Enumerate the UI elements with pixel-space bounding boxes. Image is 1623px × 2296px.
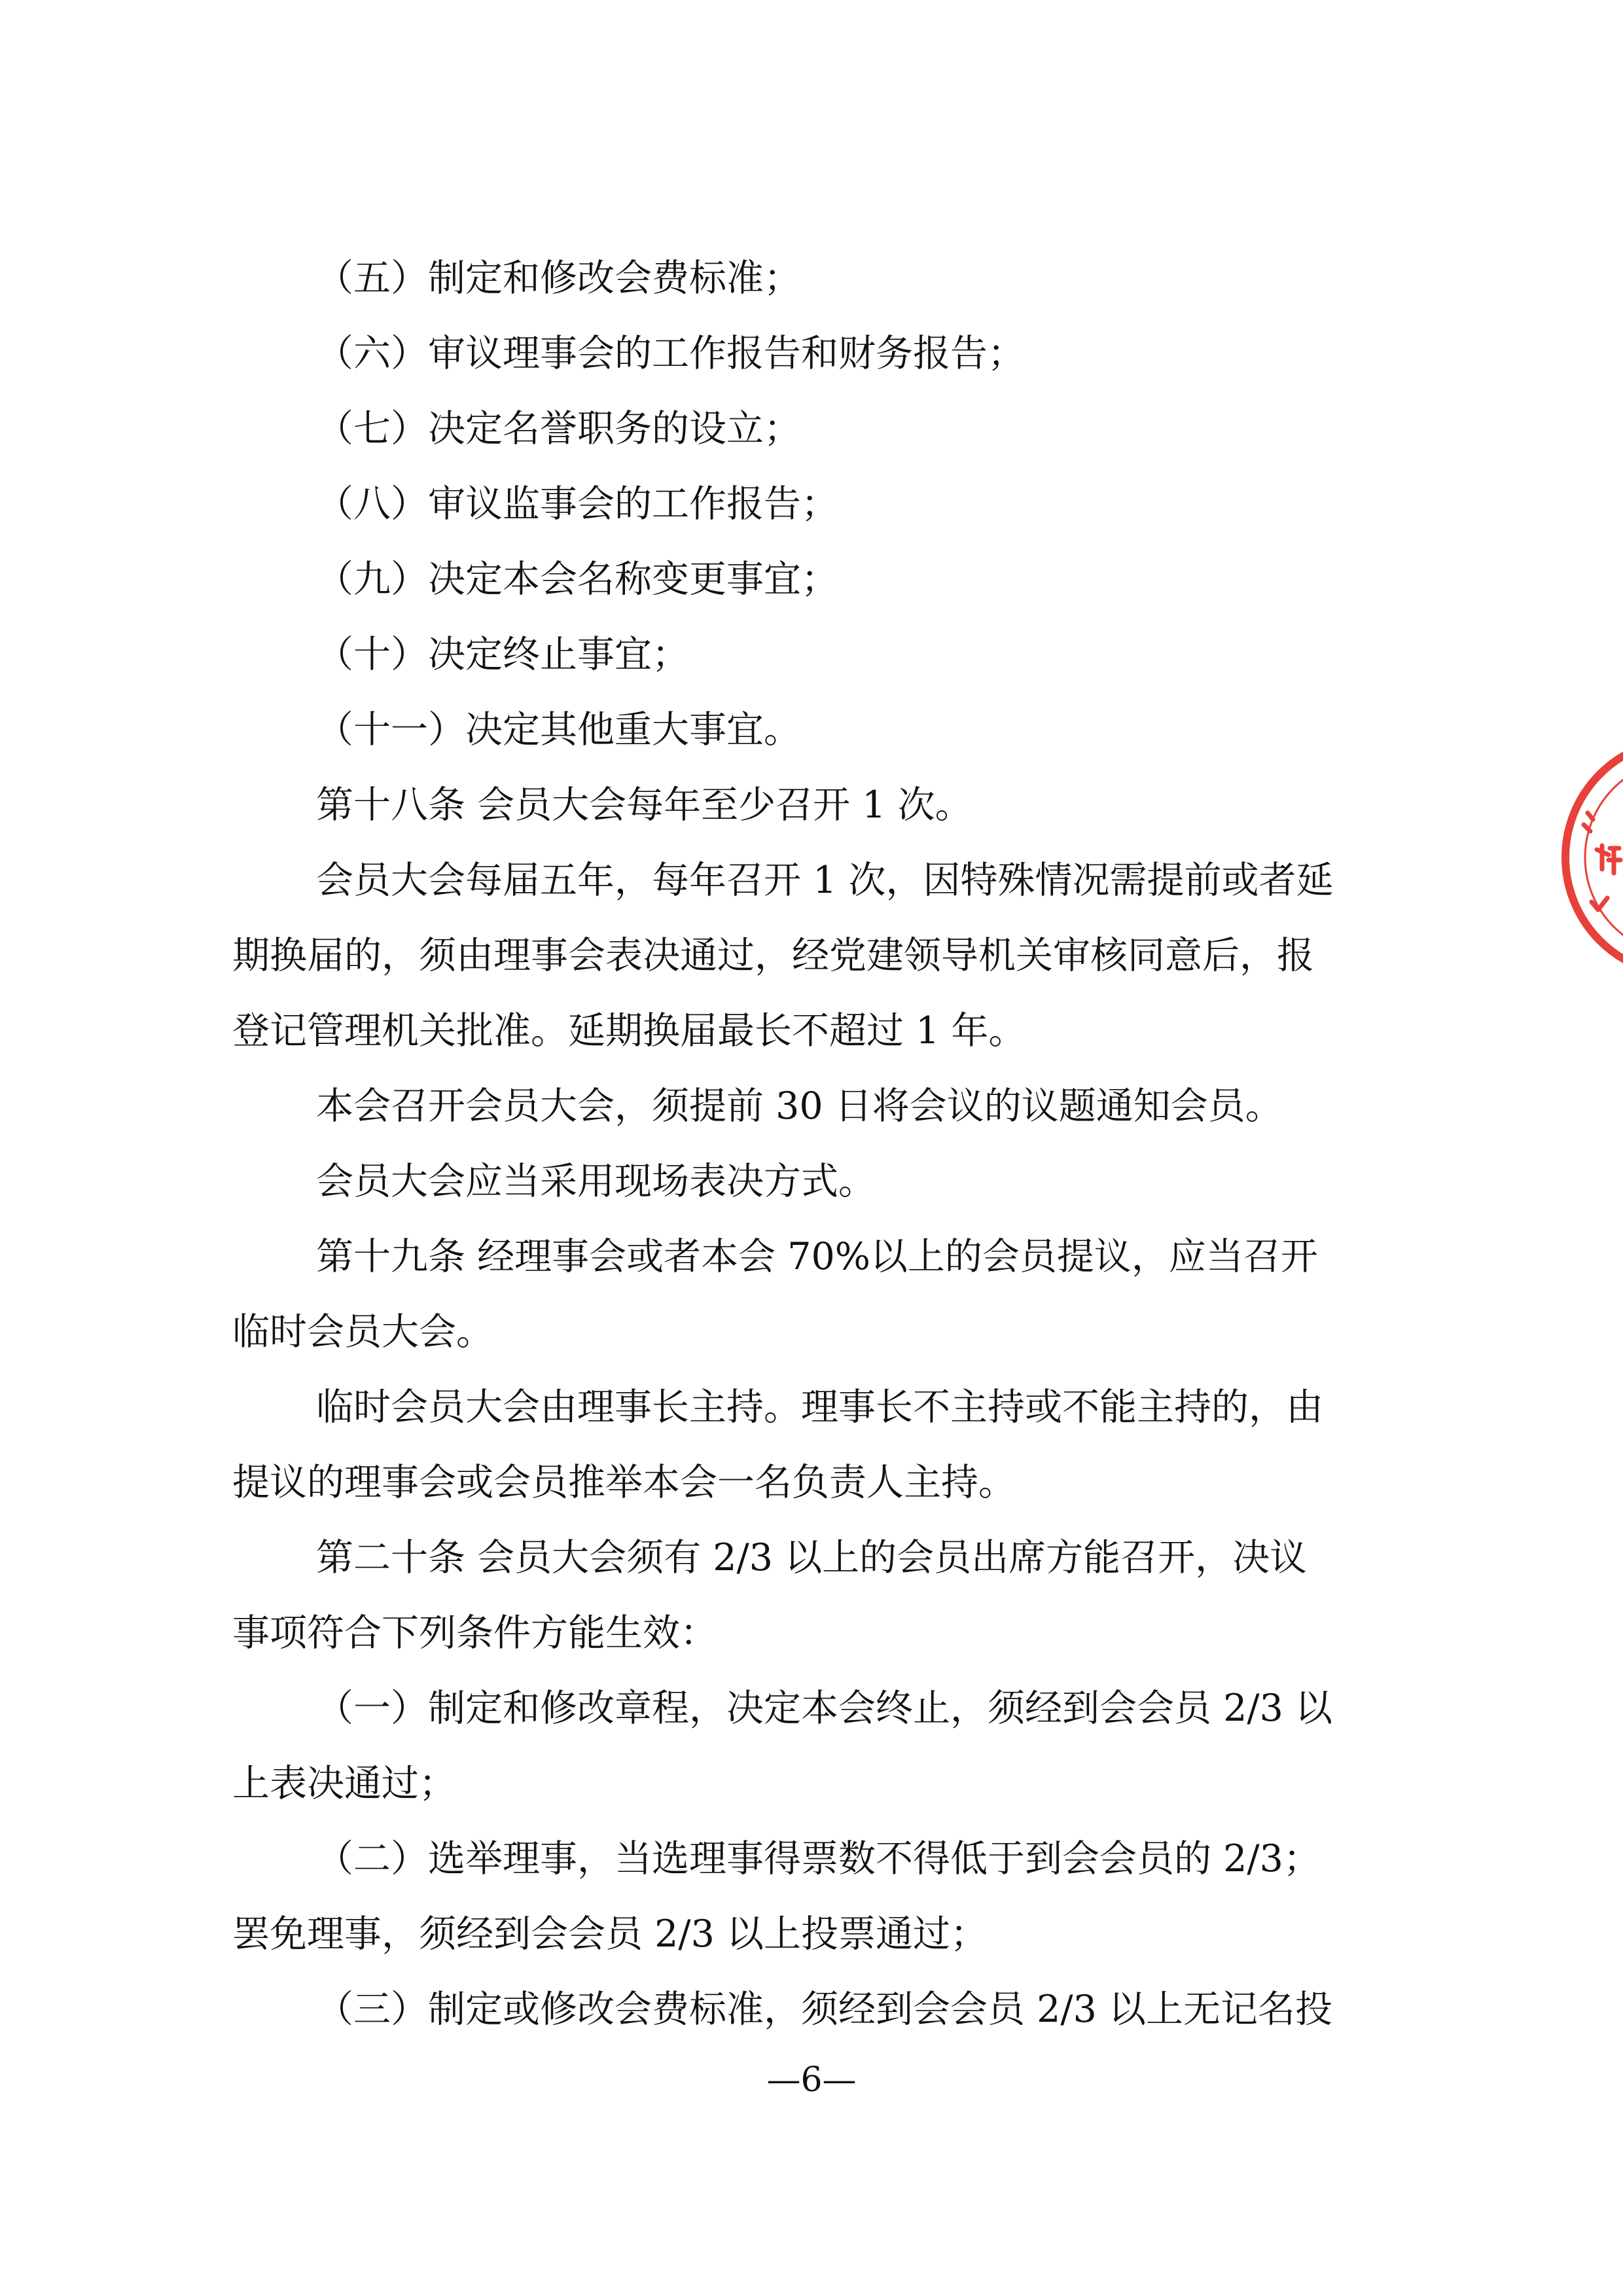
text-line: （七）决定名誉职务的设立；: [316, 407, 801, 450]
text-line: 上表决通过；: [232, 1762, 456, 1805]
text-line: 第十八条 会员大会每年至少召开 1 次。: [316, 783, 972, 827]
text-line: 会员大会每届五年，每年召开 1 次，因特殊情况需提前或者延: [316, 859, 1334, 902]
text-line: （九）决定本会名称变更事宜；: [316, 558, 838, 601]
text-line: （十）决定终止事宜；: [316, 633, 689, 676]
text-line: 第二十条 会员大会须有 2/3 以上的会员出席方能召开，决议: [316, 1536, 1308, 1579]
text-line: 第十九条 经理事会或者本会 70%以上的会员提议，应当召开: [316, 1235, 1318, 1278]
text-line: 罢免理事，须经到会会员 2/3 以上投票通过；: [232, 1912, 988, 1956]
text-line: 登记管理机关批准。延期换届最长不超过 1 年。: [232, 1009, 1026, 1052]
text-line: 本会召开会员大会，须提前 30 日将会议的议题通知会员。: [316, 1085, 1283, 1128]
text-line: 提议的理事会或会员推举本会一名负责人主持。: [232, 1461, 1016, 1504]
text-line: 事项符合下列条件方能生效：: [232, 1611, 717, 1655]
text-line: 临时会员大会由理事长主持。理事长不主持或不能主持的，由: [316, 1386, 1323, 1429]
text-line: 期换届的，须由理事会表决通过，经党建领导机关审核同意后，报: [232, 934, 1314, 977]
text-line: （六）审议理事会的工作报告和财务报告；: [316, 332, 1025, 375]
text-line: （八）审议监事会的工作报告；: [316, 482, 838, 526]
text-line: （三）制定或修改会费标准，须经到会会员 2/3 以上无记名投: [316, 1988, 1332, 2031]
text-line: （五）制定和修改会费标准；: [316, 257, 801, 300]
seal-stamp: [1546, 720, 1623, 995]
text-line: 临时会员大会。: [232, 1310, 493, 1354]
page-number: —6—: [766, 2060, 857, 2100]
text-line: （一）制定和修改章程，决定本会终止，须经到会会员 2/3 以: [316, 1687, 1332, 1730]
text-line: （十一）决定其他重大事宜。: [316, 708, 801, 751]
text-line: 会员大会应当采用现场表决方式。: [316, 1160, 876, 1203]
text-line: （二）选举理事，当选理事得票数不得低于到会会员的 2/3；: [316, 1837, 1321, 1880]
